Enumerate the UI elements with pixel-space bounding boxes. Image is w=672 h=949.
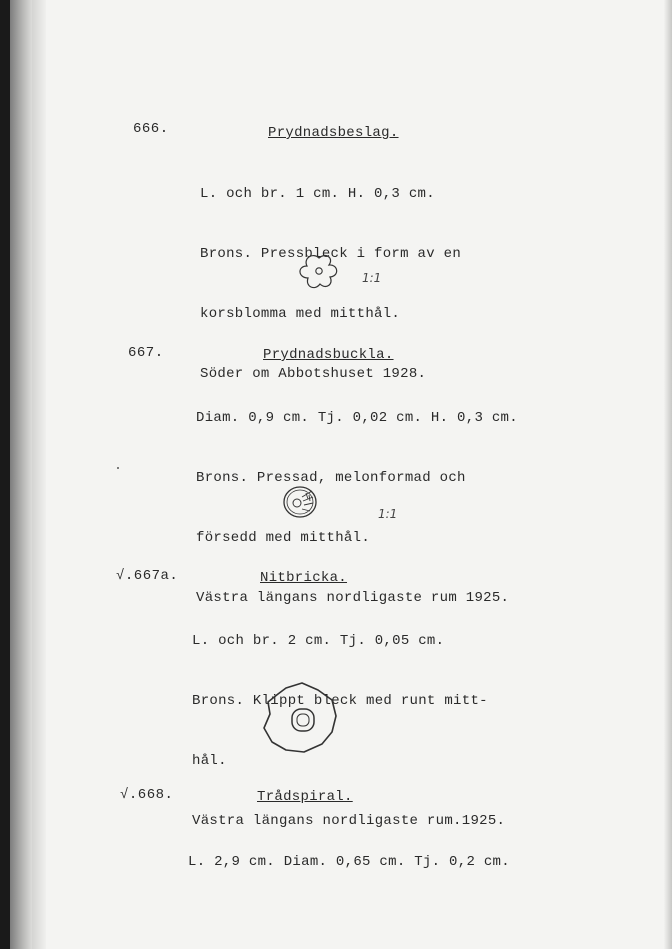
quatrefoil-mount-drawing	[296, 252, 342, 292]
entry-description	[188, 812, 510, 892]
description-line: Brons. Klippt bleck med runt mitt-	[192, 693, 488, 709]
description-line: korsblomma med mitthål.	[200, 306, 401, 322]
entry-number: 666.	[133, 121, 169, 137]
entry-title: Nitbricka.	[260, 570, 348, 586]
melon-boss-drawing	[280, 483, 322, 523]
description-line: försedd med mitthål.	[196, 530, 371, 546]
entry-number: 667.	[128, 345, 164, 361]
description-line: Diam. 0,9 cm. Tj. 0,02 cm. H. 0,3 cm.	[196, 410, 518, 426]
entry-title: Prydnadsbuckla.	[263, 347, 394, 363]
description-line: Brons. Pressad, melonformad och	[196, 470, 466, 486]
description-line: hål.	[192, 753, 227, 769]
description-line: Brons. Pressbleck i form av en	[200, 246, 462, 262]
binding-edge-shadow	[10, 0, 32, 949]
description-line: Västra längans nordligaste rum 1925.	[196, 590, 510, 606]
description-line: L. och br. 1 cm. H. 0,3 cm.	[200, 186, 435, 202]
description-line: L. 2,9 cm. Diam. 0,65 cm. Tj. 0,2 cm.	[188, 854, 510, 870]
rivet-washer-drawing	[256, 680, 342, 756]
description-line: Söder om Abbotshuset 1928.	[200, 366, 427, 382]
description-line: Västra längans nordligaste rum.1925.	[192, 813, 506, 829]
ink-speck	[117, 467, 119, 469]
page-gutter	[32, 0, 46, 949]
entry-description	[196, 368, 518, 628]
entry-title: Prydnadsbeslag.	[268, 125, 399, 141]
scale-mark: 1:1	[362, 271, 382, 285]
entry-number: √.668.	[120, 787, 174, 803]
description-line: L. och br. 2 cm. Tj. 0,05 cm.	[192, 633, 445, 649]
scale-mark: 1:1	[378, 507, 398, 521]
entry-number: √.667a.	[116, 568, 179, 584]
page-right-edge	[664, 0, 672, 949]
binding-edge-dark	[0, 0, 10, 949]
entry-title: Trådspiral.	[257, 789, 353, 805]
